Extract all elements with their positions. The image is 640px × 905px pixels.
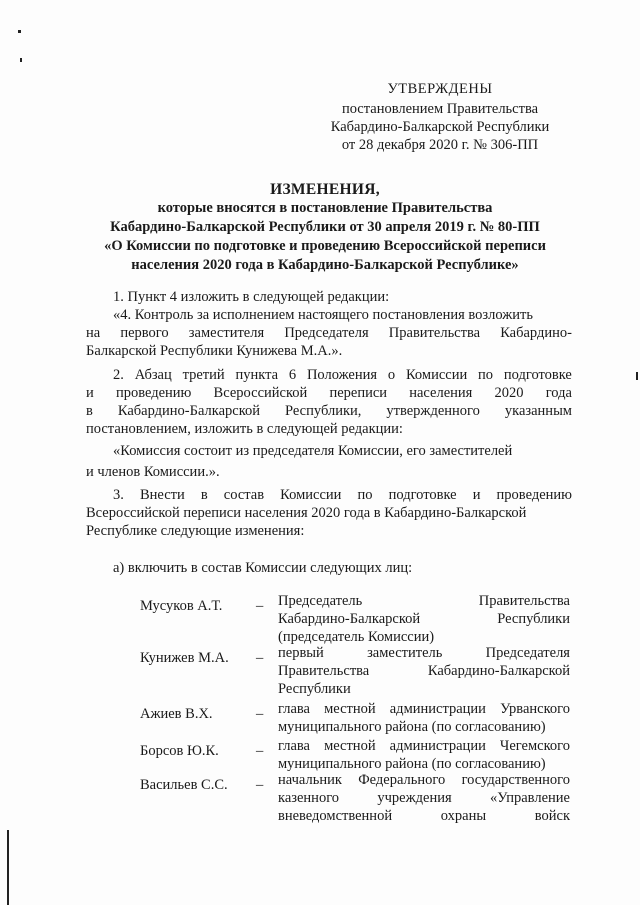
word: вневедомственной (278, 808, 393, 824)
member-dash: – (256, 650, 264, 666)
word: глава (278, 701, 310, 717)
word: государственного (461, 772, 570, 788)
member-dash: – (256, 777, 264, 793)
member-dash: – (256, 706, 264, 722)
word: третий (182, 367, 225, 383)
word: Федерального (358, 772, 446, 788)
member-position-line (278, 807, 570, 825)
word: Кабардино-Балкарской (117, 403, 261, 419)
word: подготовке (503, 367, 572, 383)
approval-line: Кабардино-Балкарской Республики (330, 119, 550, 135)
word: о (387, 367, 396, 383)
word: первый (278, 645, 324, 661)
word: населения (409, 385, 473, 401)
member-position-line (278, 771, 570, 789)
member-position (278, 644, 570, 698)
justified-line (113, 486, 572, 504)
member-position (278, 771, 570, 825)
word: Республики, (285, 403, 362, 419)
member-name: Борсов Ю.К. (140, 743, 219, 759)
word: «Управление (490, 790, 570, 806)
paragraph-text: Балкарской Республики Кунижева М.А.». (86, 343, 343, 359)
word: по (357, 487, 373, 503)
word: пункта (235, 367, 279, 383)
member-name: Мусуков А.Т. (140, 598, 223, 614)
member-name: Васильев С.С. (140, 777, 228, 793)
word: заместитель (367, 645, 443, 661)
member-position (278, 737, 570, 773)
word: Положения (306, 367, 378, 383)
word: войск (534, 808, 570, 824)
heading-line: населения 2020 года в Кабардино-Балкарской Республике» (131, 257, 519, 273)
word: и (472, 487, 481, 503)
word: муниципального района (по согласованию) (278, 719, 546, 735)
word: в (200, 487, 208, 503)
member-position-line (278, 610, 570, 628)
word: Правительства (278, 663, 370, 679)
word: Республики (278, 681, 351, 697)
member-position (278, 700, 570, 736)
member-position-line (278, 700, 570, 718)
paragraph-text: и членов Комиссии.». (86, 464, 220, 480)
subpoint-a: а) включить в состав Комиссии следующих лиц: (113, 560, 413, 576)
word: Внести (139, 487, 185, 503)
word: Правительства (478, 593, 570, 609)
word: состав (223, 487, 265, 503)
member-position-line (278, 789, 570, 807)
member-name: Ажиев В.Х. (140, 706, 213, 722)
word: учреждения (377, 790, 452, 806)
word: Всероссийской (213, 385, 308, 401)
word: переписи (329, 385, 388, 401)
word: Республики (497, 611, 570, 627)
heading-line: которые вносятся в постановление Правительства (157, 200, 493, 216)
paragraph-1: 1. Пункт 4 изложить в следующей редакции: (113, 289, 390, 305)
paragraph-text: «Комиссия состоит из председателя Комиссии, его заместителей (113, 443, 513, 459)
justified-line (86, 384, 572, 402)
member-dash: – (256, 598, 264, 614)
member-position-line (278, 644, 570, 662)
word: 2. (113, 367, 124, 383)
approval-title: УТВЕРЖДЕНЫ (387, 81, 493, 97)
approval-line: от 28 декабря 2020 г. № 306-ПП (341, 137, 539, 153)
heading-line: «О Комиссии по подготовке и проведению Всероссийской переписи (104, 238, 546, 254)
word: утвержденного (386, 403, 480, 419)
scan-edge-mark (636, 372, 638, 380)
word: проведению (115, 385, 192, 401)
word: Председателя (284, 325, 369, 341)
word: Комиссии (405, 367, 468, 383)
word: 2020 (494, 385, 524, 401)
word: первого (120, 325, 169, 341)
word: Правительства (388, 325, 481, 341)
word: подготовке (388, 487, 457, 503)
word: администрации (389, 738, 486, 754)
member-dash: – (256, 743, 264, 759)
word: Урванского (500, 701, 570, 717)
word: Председателя (485, 645, 570, 661)
word: начальник (278, 772, 342, 788)
word: глава (278, 738, 310, 754)
word: Кабардино- (500, 325, 572, 341)
scan-speck (20, 58, 22, 62)
member-position-line (278, 592, 570, 610)
word: охраны (440, 808, 487, 824)
word: Кабардино-Балкарской (278, 611, 421, 627)
approval-line: постановлением Правительства (341, 101, 539, 117)
approval-block (300, 80, 580, 154)
word: казенного (278, 790, 340, 806)
word: администрации (389, 701, 486, 717)
word: 6 (288, 367, 297, 383)
word: и (86, 385, 94, 401)
word: по (478, 367, 494, 383)
word: в (86, 403, 93, 419)
member-name: Кунижев М.А. (140, 650, 229, 666)
scan-edge-mark (7, 830, 9, 905)
scan-speck (18, 30, 21, 33)
word: проведению (496, 487, 572, 503)
member-position-line (278, 737, 570, 755)
word: 3. (113, 487, 124, 503)
member-position-line (278, 662, 570, 680)
paragraph-text: Республике следующие изменения: (86, 523, 305, 539)
member-position (278, 592, 570, 646)
word: муниципального района (по согласованию) (278, 756, 546, 772)
word: Председатель (278, 593, 363, 609)
word: Абзац (134, 367, 172, 383)
paragraph-text: Всероссийской переписи населения 2020 года в Кабардино-Балкарской (86, 505, 527, 521)
justified-line (86, 402, 572, 420)
word: года (545, 385, 572, 401)
justified-line (86, 324, 572, 342)
heading-title: ИЗМЕНЕНИЯ, (270, 181, 380, 198)
document-heading (60, 180, 590, 275)
word: заместителя (188, 325, 265, 341)
word: местной (324, 701, 376, 717)
paragraph-text: «4. Контроль за исполнением настоящего постановления возложить (113, 307, 533, 323)
word: на (86, 325, 101, 341)
word: Комиссии (280, 487, 342, 503)
word: местной (324, 738, 376, 754)
word: (председатель Комиссии) (278, 629, 435, 645)
heading-line: Кабардино-Балкарской Республики от 30 апреля 2019 г. № 80-ПП (110, 219, 540, 235)
justified-line (113, 366, 572, 384)
member-position-line (278, 718, 570, 736)
paragraph-text: постановлением, изложить в следующей редакции: (86, 421, 403, 437)
word: указанным (504, 403, 572, 419)
word: Чегемского (499, 738, 570, 754)
word: Кабардино-Балкарской (427, 663, 570, 679)
member-position-line (278, 680, 570, 698)
